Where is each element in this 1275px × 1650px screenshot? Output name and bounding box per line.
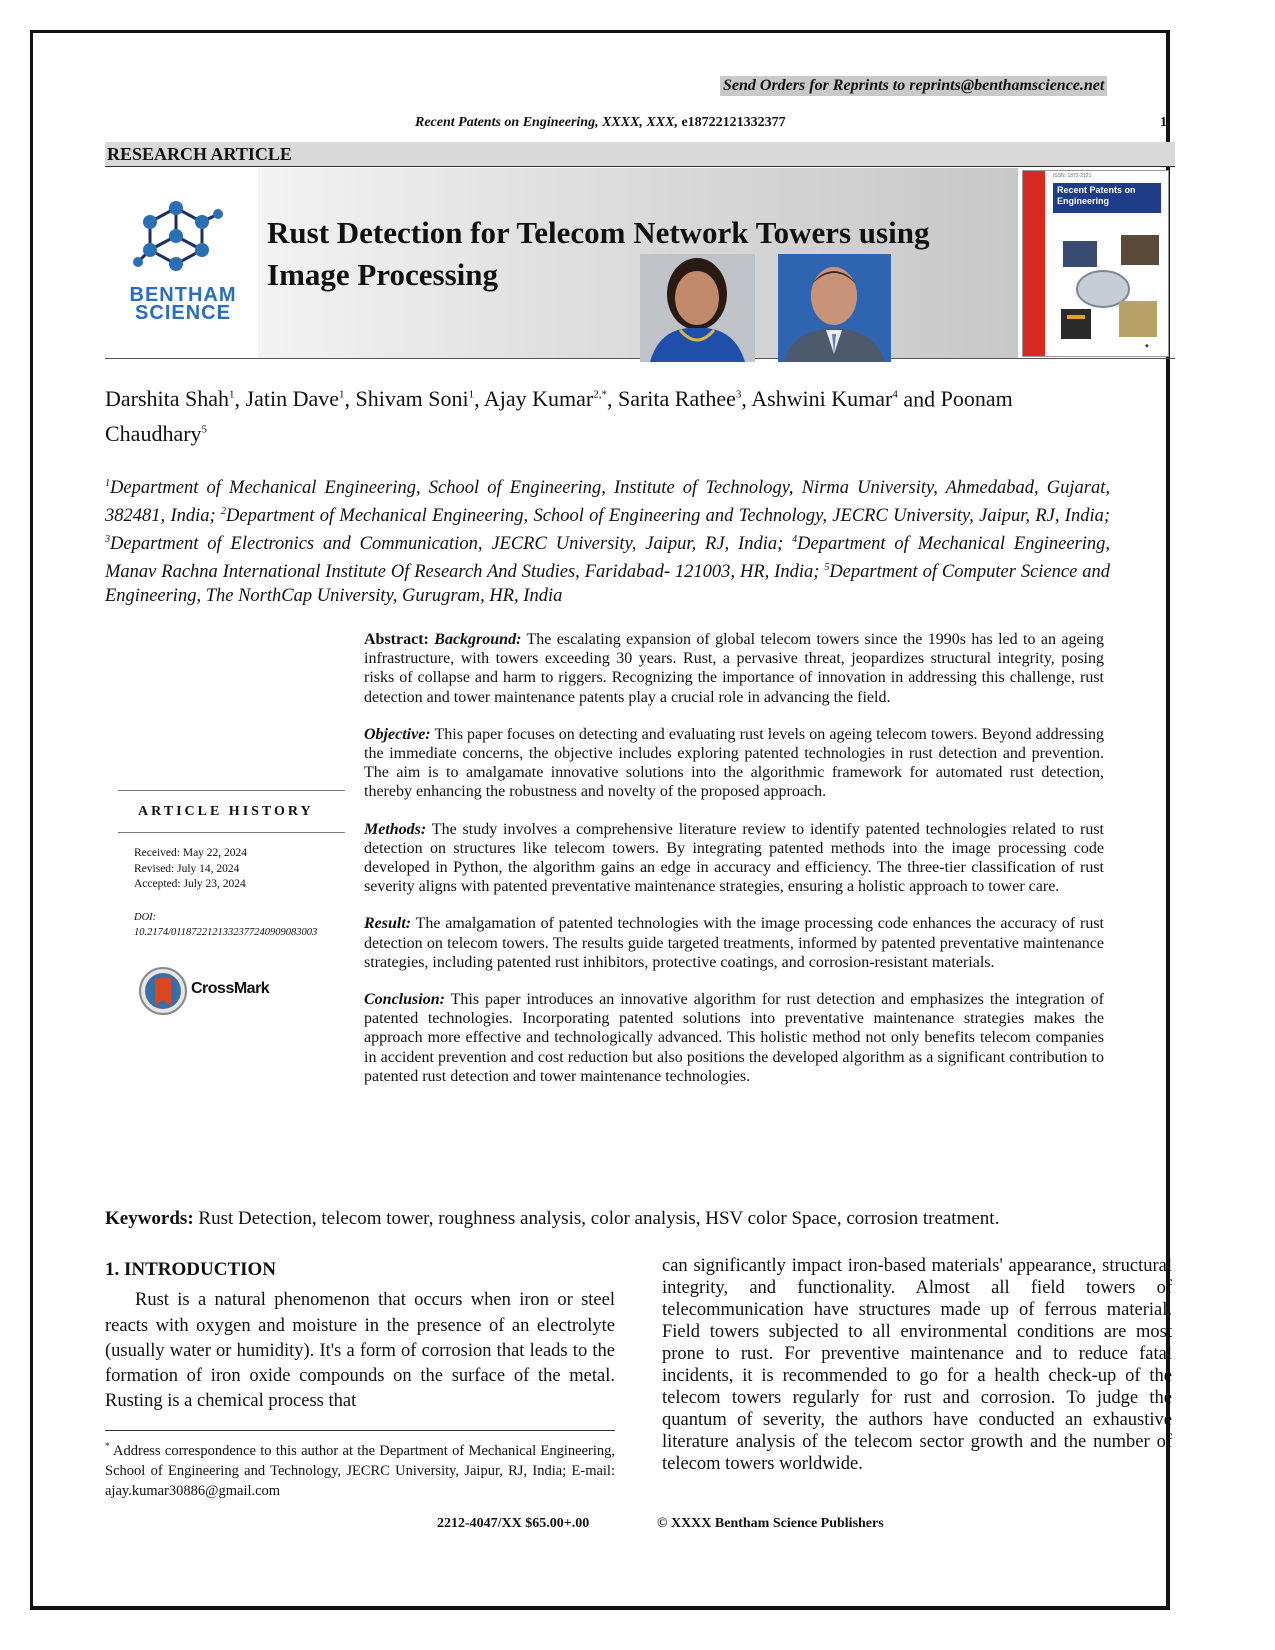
article-type-bar xyxy=(105,142,1175,167)
cover-title-bar xyxy=(1053,183,1161,213)
footnote-rule xyxy=(105,1430,615,1431)
section-heading: 1. INTRODUCTION xyxy=(105,1259,277,1280)
abstract-result: Result: The amalgamation of patented technologies with the image processing code enhances the accuracy of rust detection on telecom towers. The results guide targeted treatments, informed by patented preventative maintenance strategies, including patented rust inhibitors, protective coatings, and corrosion-resistant materials. xyxy=(364,915,1104,971)
accepted-date: Accepted: July 23, 2024 xyxy=(134,878,246,890)
doi-link[interactable]: 10.2174/0118722121332377240909083003 xyxy=(134,927,318,938)
article-history-title: ARTICLE HISTORY xyxy=(138,804,314,819)
cover-illustration xyxy=(1053,231,1163,351)
keywords-text: Rust Detection, telecom tower, roughness analysis, color analysis, HSV color Space, corrosion treatment. xyxy=(198,1208,1000,1229)
received-date: Received: May 22, 2024 xyxy=(134,847,248,859)
journal-name: Recent Patents on Engineering, XXXX, XXX, xyxy=(415,115,678,130)
affiliations: $^1$Department of Mechanical Engineering, School of Engineering, Institute of Technology, Nirma University, Ahmedabad, Gujarat, 382481, India; $^2$Department of Mechanical Engineering, School of Engineering and Technology, JECRC University, Jaipur, RJ, India; $^3$Department of Electronics and Communication, JECRC University, Jaipur, RJ, India; $^4$Department of Mechanical Engineering, Manav Rachna International Institute Of Research And Studies, Faridabad- 121003, HR, India; $^5$Department of Computer Science and Engineering, The NorthCap University, Gurugram, HR, India xyxy=(105,478,1110,606)
cover-title-line2: Engineering xyxy=(1057,196,1110,206)
cover-issn: ISSN: 1872-2121 xyxy=(1053,173,1092,179)
affiliation: Department of Mechanical Engineering, School of Engineering and Technology, JECRC University, Jaipur, RJ, India; xyxy=(226,506,1110,527)
crossmark-icon xyxy=(138,966,188,1016)
intro-right-column xyxy=(662,1255,1172,1475)
author-photo-1 xyxy=(640,254,755,362)
author: Sarita Rathee$^3$ xyxy=(617,386,742,412)
author: Darshita Shah$^1$ xyxy=(105,386,235,412)
issn-price: 2212-4047/XX $65.00+.00 xyxy=(437,1516,590,1531)
history-rule-bottom xyxy=(118,832,345,833)
article-code: e18722121332377 xyxy=(681,115,786,130)
molecule-icon xyxy=(118,200,248,280)
author: Ashwini Kumar$^4$ xyxy=(751,386,898,412)
svg-text:◆: ◆ xyxy=(1145,343,1149,349)
abstract-conclusion: Conclusion: This paper introduces an innovative algorithm for rust detection and emphasizes the integration of patented technologies. Incorporating patented solutions into preventative maintenance strategies makes the approach more effective and technologically advanced. This holistic method not only benefits telecom companies in accident prevention and cost reduction but also positions the developed algorithm as a significant contribution to patented rust detection and tower maintenance technologies. xyxy=(364,991,1105,1085)
abstract-objective: Objective: This paper focuses on detecting and evaluating rust levels on ageing telecom towers. Beyond addressing the immediate concerns, the objective includes exploring patented technologies in rust detection and prevention. The aim is to amalgamate innovative solutions into the algorithmic framework for automated rust detection, thereby enhancing the robustness and novelty of the proposed approach. xyxy=(364,725,1105,801)
journal-citation xyxy=(415,115,786,131)
cover-title-line1: Recent Patents on xyxy=(1057,185,1136,195)
publisher-copyright: © XXXX Bentham Science Publishers xyxy=(657,1516,884,1531)
affiliation: Department of Computer Science and Engineering, The NorthCap University, Gurugram, HR, India xyxy=(105,562,1110,606)
correspondence-footnote: * Address correspondence to this author at the Department of Mechanical Engineering, School of Engineering and Technology, JECRC University, Jaipur, RJ, India; E-mail: ajay.kumar30886@gmail.com xyxy=(105,1441,616,1499)
intro-paragraph-right: can significantly impact iron-based materials' appearance, structural integrity, and functionality. Almost all field towers of telecommunication have structures made up of ferrous material. Field towers subjected to all environmental conditions are most prone to rust. For preventive maintenance and to reduce fatal incidents, it is recommended to go for a health check-up of the telecom towers regularly for rust and corrosion. To judge the quantum of severity, the authors have conducted an exhaustive literature analysis of the telecom sector growth and the number of telecom towers worldwide. xyxy=(662,1256,1172,1474)
abstract-methods: Methods: The study involves a comprehensive literature review to identify patented technologies related to rust detection on structures like telecom towers. By integrating patented methods into the image processing code developed in Python, the algorithm gains an edge in accuracy and efficiency. The three-tier classification of rust severity aligns with patented preventative maintenance strategies, ensuring a holistic approach to tower care. xyxy=(364,820,1104,896)
author-list: Darshita Shah$^1$, Jatin Dave$^1$, Shivam Soni$^1$, Ajay Kumar$^{2,*}$, Sarita Rathee$^3$, Ashwini Kumar$^4$ and Poonam Chaudhary$^5$ xyxy=(105,386,1013,446)
intro-paragraph-left: Rust is a natural phenomenon that occurs when iron or steel reacts with oxygen and moisture in the presence of an electrolyte (usually water or humidity). It's a form of corrosion that leads to the formation of iron oxide compounds on the surface of the metal. Rusting is a chemical process that xyxy=(105,1290,615,1412)
logo-line1: BENTHAM xyxy=(129,284,237,306)
logo-line2: SCIENCE xyxy=(135,302,231,324)
revised-date: Revised: July 14, 2024 xyxy=(134,862,240,875)
keywords xyxy=(105,1208,1135,1230)
abstract xyxy=(364,630,1104,1104)
affiliation: Department of Electronics and Communication, JECRC University, Jaipur, RJ, India; xyxy=(110,534,784,555)
intro-left-column xyxy=(105,1257,615,1415)
paper-title: Rust Detection for Telecom Network Towers using Image Processing xyxy=(267,215,930,292)
abstract-background: Abstract: Background: The escalating expansion of global telecom towers since the 1990s has led to an ageing infrastructure, with towers exceeding 30 years. Rust, a pervasive threat, jeopardizes structural integrity, posing risks of collapse and harm to riggers. Recognizing the importance of innovation in addressing this challenge, rust detection and tower maintenance patents play a crucial role in advancing the field. xyxy=(364,631,1104,706)
author: Jatin Dave$^1$ xyxy=(245,386,345,412)
page-number: 1 xyxy=(1160,115,1167,130)
bentham-logo xyxy=(118,200,248,330)
history-rule-top xyxy=(118,790,345,791)
author: Ajay Kumar$^{2,*}$ xyxy=(483,386,607,412)
article-dates xyxy=(134,846,247,893)
author: Shivam Soni$^1$ xyxy=(355,386,475,412)
affiliation: Department of Mechanical Engineering, School of Engineering, Institute of Technology, Nirma University, Ahmedabad, Gujarat, 382481, India; xyxy=(105,478,1110,527)
abstract-label: Abstract: xyxy=(364,631,429,648)
article-type: RESEARCH ARTICLE xyxy=(107,144,292,164)
author: Poonam Chaudhary$^5$ xyxy=(105,386,1013,446)
crossmark-button[interactable] xyxy=(138,966,318,1016)
doi-label: DOI: xyxy=(134,912,157,923)
cover-spine xyxy=(1023,171,1045,356)
author-photo-2 xyxy=(778,254,891,362)
doi-block xyxy=(134,910,359,940)
keywords-label: Keywords: xyxy=(105,1208,194,1229)
crossmark-label: CrossMark xyxy=(191,980,270,997)
reprints-notice: Send Orders for Reprints to reprints@benthamscience.net xyxy=(720,76,1107,96)
journal-cover xyxy=(1022,170,1169,357)
affiliation: Department of Mechanical Engineering, Manav Rachna International Institute Of Research And Studies, Faridabad- 121003, HR, India; xyxy=(105,534,1110,583)
